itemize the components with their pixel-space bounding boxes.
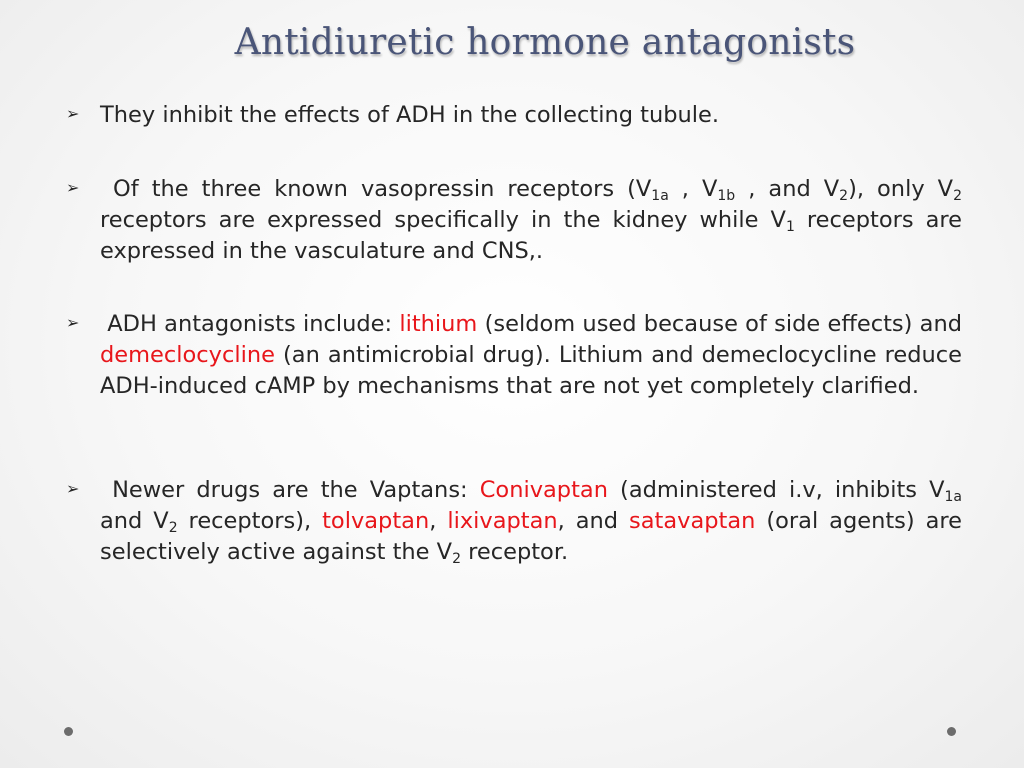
bullet-text: ADH antagonists include: xyxy=(107,311,400,337)
bullet-text: , xyxy=(429,508,448,534)
bullet-1-text: They inhibit the effects of ADH in the collecting tubule. xyxy=(100,102,720,128)
bullet-arrow-icon: ➢ xyxy=(66,178,80,197)
bullet-arrow-icon: ➢ xyxy=(66,104,80,123)
corner-dot-right-icon xyxy=(947,727,956,736)
subscript: 1b xyxy=(717,188,736,204)
subscript: 2 xyxy=(953,188,962,204)
drug-name-demeclocycline: demeclocycline xyxy=(100,342,275,368)
bullet-3 xyxy=(100,309,962,402)
bullet-text: (oral agents) are selectively active against the V xyxy=(100,508,963,565)
drug-name-tolvaptan: tolvaptan xyxy=(322,508,430,534)
subscript: 1a xyxy=(651,188,669,204)
bullet-text: ), only V xyxy=(848,176,954,202)
subscript: 2 xyxy=(452,551,461,567)
bullet-text: , and xyxy=(557,508,630,534)
drug-name-lixivaptan: lixivaptan xyxy=(447,508,558,534)
subscript: 1 xyxy=(785,219,795,235)
slide-title: Antidiuretic hormone antagonists xyxy=(234,22,856,63)
bullet-1 xyxy=(100,100,962,131)
bullet-text: (seldom used because of side effects) and xyxy=(477,311,962,337)
bullet-text: , V xyxy=(668,176,718,202)
bullet-4 xyxy=(100,475,962,568)
bullet-text: Newer drugs are the Vaptans: xyxy=(112,477,480,503)
corner-dot-left-icon xyxy=(64,727,73,736)
bullet-text: Of the three known vasopressin receptors (V xyxy=(113,176,652,202)
bullet-text: receptor. xyxy=(460,539,569,565)
subscript: 1a xyxy=(944,489,962,505)
bullet-text: receptors are expressed in the vasculature and CNS,. xyxy=(100,207,962,264)
bullet-2 xyxy=(100,174,962,267)
drug-name-satavaptan: satavaptan xyxy=(629,508,756,534)
bullet-text: (an antimicrobial drug). Lithium and demeclocycline reduce ADH-induced cAMP by mechanisms that are not yet completely clarified. xyxy=(100,342,962,399)
drug-name-conivaptan: Conivaptan xyxy=(479,477,608,503)
bullet-text: (administered i.v, inhibits V xyxy=(607,477,945,503)
subscript: 2 xyxy=(168,520,178,536)
bullet-arrow-icon: ➢ xyxy=(66,313,80,332)
subscript: 2 xyxy=(839,188,849,204)
bullet-text: receptors), xyxy=(177,508,323,534)
drug-name-lithium: lithium xyxy=(399,311,478,337)
bullet-text: , and V xyxy=(735,176,840,202)
bullet-arrow-icon: ➢ xyxy=(66,479,80,498)
bullet-text: receptors are expressed specifically in the kidney while V xyxy=(100,207,786,233)
bullet-text: and V xyxy=(100,508,169,534)
